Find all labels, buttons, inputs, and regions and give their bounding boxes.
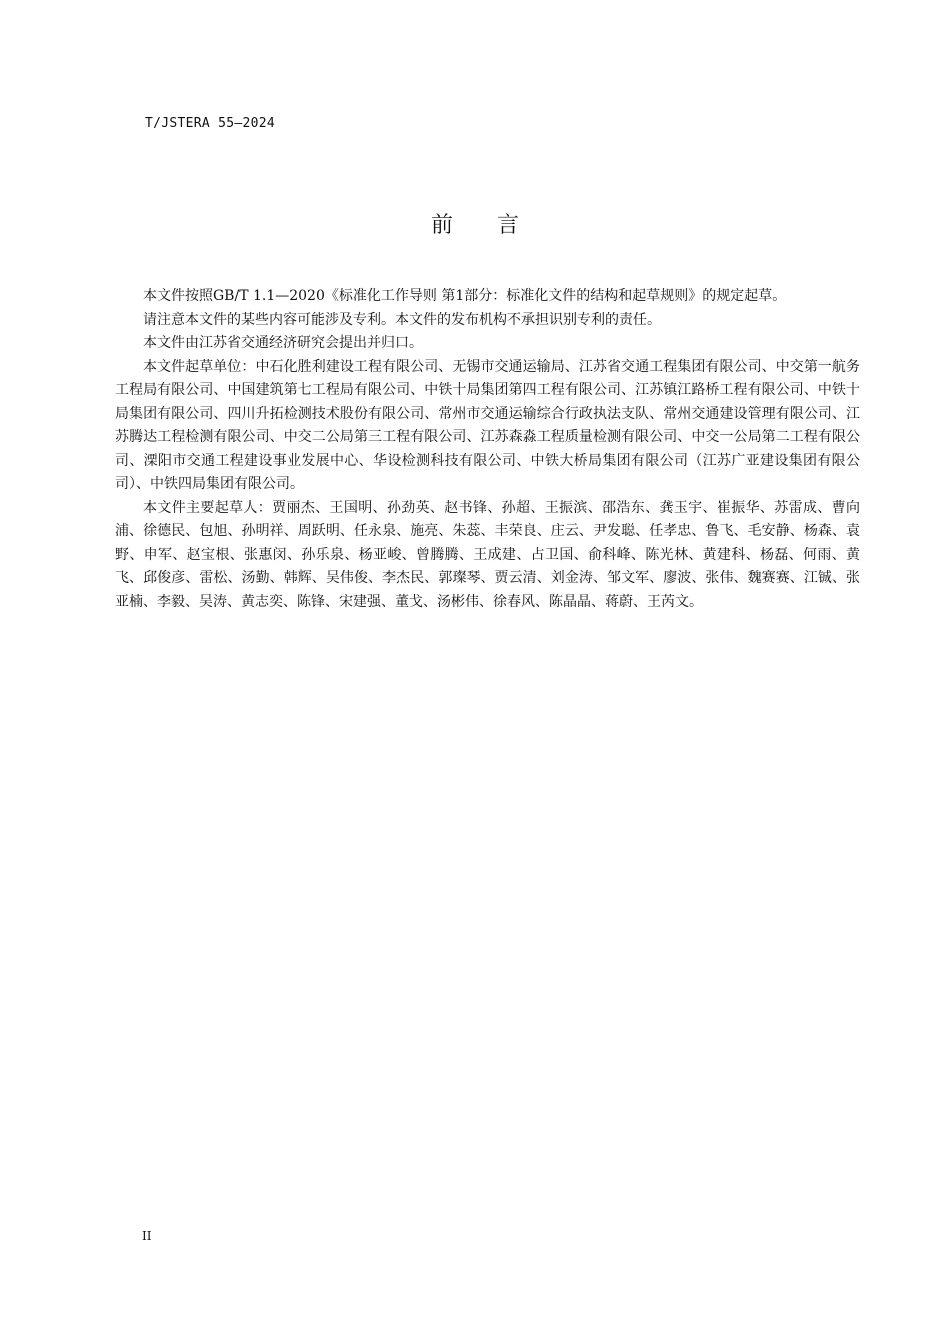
standard-code: T/JSTERA 55—2024 — [145, 116, 276, 131]
page-number: II — [142, 1229, 152, 1243]
paragraph-drafting-units: 本文件起草单位：中石化胜利建设工程有限公司、无锡市交通运输局、江苏省交通工程集团有限公司、中交第一航务工程局有限公司、中国建筑第七工程局有限公司、中铁十局集团第四工程有限公司、江苏镇江路桥工程有限公司、中铁十局集团有限公司、四川升拓检测技术股份有限公司、常州市交通运输综合行政执法支队、常州交通建设管理有限公司、江苏腾达工程检测有限公司、中交二公局第三工程有限公司、江苏森淼工程质量检测有限公司、中交一公局第二工程有限公司、溧阳市交通工程建设事业发展中心、华设检测科技有限公司、中铁大桥局集团有限公司（江苏广亚建设集团有限公司）、中铁四局集团有限公司。 — [115, 358, 860, 492]
foreword-body — [115, 285, 860, 614]
paragraph-main-drafters: 本文件主要起草人：贾丽杰、王国明、孙劲英、赵书锋、孙超、王振滨、邵浩东、龚玉宇、崔振华、苏雷成、曹向浦、徐德民、包旭、孙明祥、周跃明、任永泉、施亮、朱蕊、丰荣良、庄云、尹发聪、任孝忠、鲁飞、毛安静、杨森、袁野、申军、赵宝根、张惠闵、孙乐泉、杨亚峻、曾腾腾、王成建、占卫国、俞科峰、陈光林、黄建科、杨磊、何雨、黄飞、邱俊彦、雷松、汤勤、韩辉、吴伟俊、李杰民、郭璨琴、贾云清、刘金涛、邹文军、廖波、张伟、魏赛赛、江铖、张亚楠、李毅、吴涛、黄志奕、陈锋、宋建强、董戈、汤彬伟、徐春风、陈晶晶、蒋蔚、王芮文。 — [115, 499, 860, 610]
page-title: 前言 — [430, 213, 563, 238]
paragraph-drafting-rules: 本文件按照GB/T 1.1—2020《标准化工作导则 第1部分：标准化文件的结构和起草规则》的规定起草。 — [143, 288, 787, 304]
paragraph-patent-notice: 请注意本文件的某些内容可能涉及专利。本文件的发布机构不承担识别专利的责任。 — [143, 311, 661, 328]
paragraph-proposer: 本文件由江苏省交通经济研究会提出并归口。 — [143, 335, 423, 351]
